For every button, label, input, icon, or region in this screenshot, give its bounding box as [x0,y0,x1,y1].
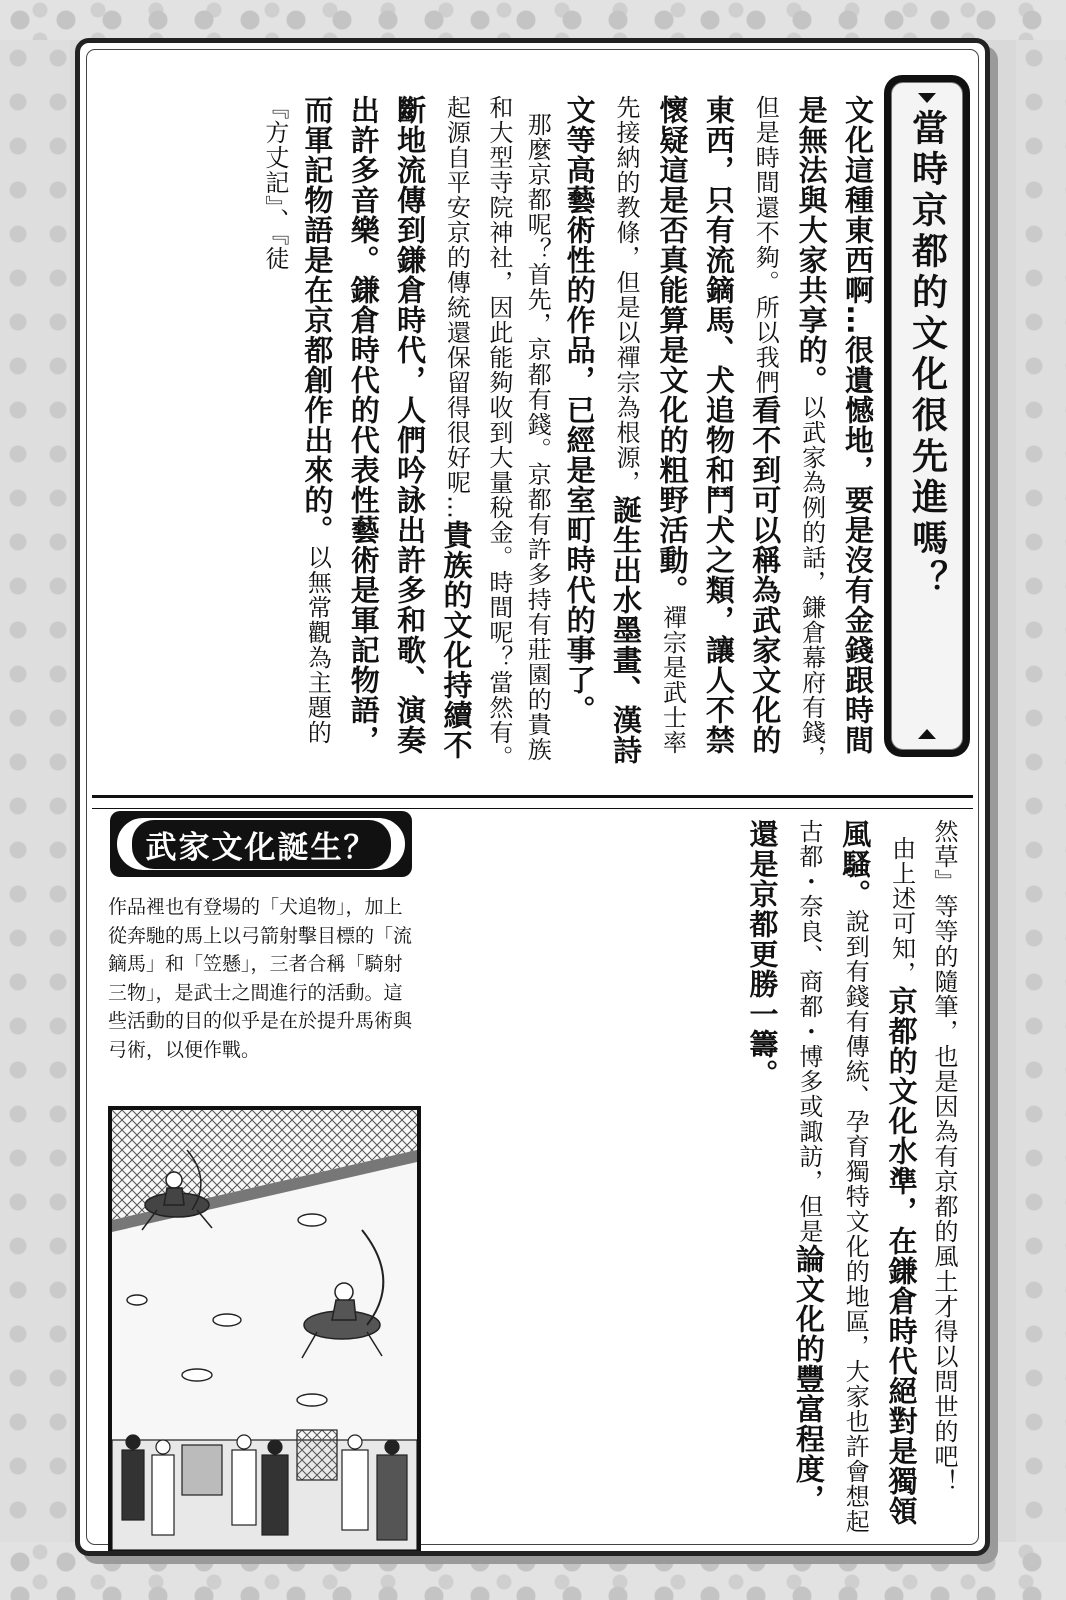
top-decorative-band [0,0,1066,40]
section-divider [92,795,973,809]
article-panel [75,38,990,1556]
text-normal: 以無常觀為主題的『方丈記』、『徒 [260,95,332,745]
page-title: 當時京都的文化很先進嗎？ [906,109,948,601]
text-bold: 文化這種東西啊…很遺憾地，要是沒有金錢跟時間是無法與大家共享的。 [794,95,875,755]
bottom-paragraph-1 [925,819,963,1539]
sidebar-heading-inner [116,817,406,871]
triangle-down-icon [918,93,936,103]
text-normal: 禪宗是武士率先接納的教條，但是以禪宗為根源， [612,95,687,755]
text-normal: 以武家為例的話，鎌倉幕府有錢，但是時間還不夠。所以我們 [751,95,826,770]
sidebar-heading: 武家文化誕生？ [132,820,391,869]
text-bold: 論文化的豐富程度，還是京都更勝一籌。 [745,819,826,1514]
text-bold: 誕生出水墨畫、漢詩文等高藝術性的作品，已經是室町時代的事了。 [562,95,644,765]
text-bold: 貴族的文化持續不斷地流傳到鎌倉時代，人們吟詠出許多和歌、演奏出許多音樂。鎌倉時代的代表性藝術是軍記物語，而軍記物語是在京都創作出來的。 [300,95,474,760]
text-normal: 然草』等等的隨筆，也是因為有京都的風土才得以問世的吧！ [930,819,958,1494]
sidebar-caption: 作品裡也有登場的「犬追物」，加上從奔馳的馬上以弓箭射擊目標的「流鏑馬」和「笠懸」，三者合稱「騎射三物」，是武士之間進行的活動。這些活動的目的似乎是在於提升馬術與弓術，以便作戰。 [108,896,413,1061]
top-article-text [176,95,881,775]
title-box [884,75,970,757]
text-normal: 那麼京都呢？首先，京都有錢。京都有許多持有莊園的貴族和大型寺院神社，因此能夠收到大量稅金。時間呢？當然有。起源自平安京的傳統還保留得很好呢… [442,95,552,770]
illustration-svg [112,1110,417,1550]
right-decorative-pattern [1016,40,1066,1542]
sidebar-heading-badge [110,811,412,877]
triangle-up-icon [918,729,936,739]
bottom-article-text [633,819,963,1539]
top-paragraph-2 [256,95,557,775]
bottom-paragraph-2 [739,819,925,1539]
title-inner [891,82,963,750]
text-normal: 說到有錢有傳統、孕育獨特文化的地區，大家也許會想起古都・奈良、商都・博多或諏訪，但是 [794,819,870,1534]
top-paragraph-1 [556,95,881,775]
text-bold: 看不到可以稱為武家文化的東西，只有流鏑馬、犬追物和鬥犬之類，讓人不禁懷疑這是否真能算是文化的粗野活動。 [655,95,783,755]
archery-illustration [108,1106,421,1554]
spectator-crowd [112,1430,417,1550]
left-decorative-pattern [0,40,70,1542]
text-bold: 京都的文化水準，在鎌倉時代絕對是獨領風騷。 [838,819,919,1526]
text-normal: 由上述可知， [887,836,916,986]
